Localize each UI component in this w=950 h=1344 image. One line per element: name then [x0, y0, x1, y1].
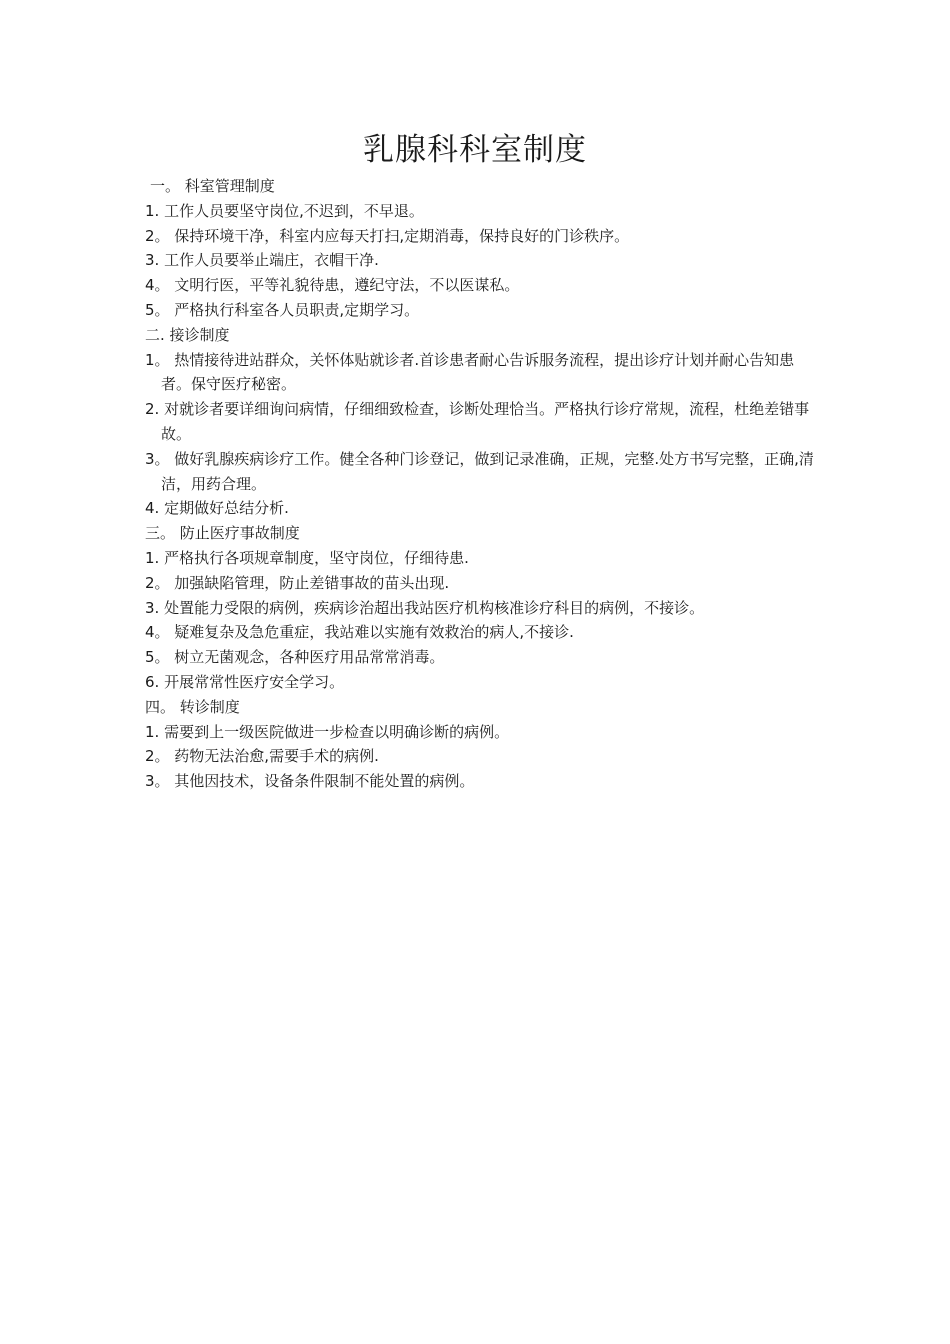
list-item: 5。 树立无菌观念，各种医疗用品常常消毒。	[145, 648, 445, 667]
list-item: 3。 其他因技术，设备条件限制不能处置的病例。	[145, 772, 475, 791]
list-item: 4。 疑难复杂及急危重症，我站难以实施有效救治的病人,不接诊.	[145, 623, 574, 642]
section-heading-management: 一。 科室管理制度	[150, 177, 275, 195]
document-title: 乳腺科科室制度	[363, 132, 587, 168]
list-item: 6. 开展常常性医疗安全学习。	[145, 672, 345, 691]
list-item: 5。 严格执行科室各人员职责,定期学习。	[145, 300, 420, 319]
document-body	[145, 174, 815, 794]
list-item: 1. 工作人员要坚守岗位,不迟到，不早退。	[145, 201, 424, 220]
list-item: 2. 对就诊者要详细询问病情，仔细细致检查，诊断处理恰当。严格执行诊疗常规，流程，杜绝差错事故。	[145, 400, 810, 443]
list-item: 2。 加强缺陷管理，防止差错事故的苗头出现.	[145, 573, 450, 592]
list-item: 3. 处置能力受限的病例，疾病诊治超出我站医疗机构核准诊疗科目的病例，不接诊。	[145, 598, 705, 617]
list-item: 2。 药物无法治愈,需要手术的病例.	[145, 747, 379, 766]
list-item: 4。 文明行医，平等礼貌待患，遵纪守法，不以医谋私。	[145, 276, 520, 295]
list-item: 4. 定期做好总结分析.	[145, 499, 289, 518]
list-item: 1。 热情接待进站群众，关怀体贴就诊者.首诊患者耐心告诉服务流程，提出诊疗计划并耐心告知患者。保守医疗秘密。	[145, 350, 795, 394]
list-item: 3. 工作人员要举止端庄，衣帽干净.	[145, 251, 379, 270]
section-heading-accident-prevention: 三。 防止医疗事故制度	[145, 524, 300, 543]
list-item: 3。 做好乳腺疾病诊疗工作。健全各种门诊登记，做到记录准确，正规，完整.处方书写完整，正确,清洁，用药合理。	[145, 449, 814, 493]
list-item: 1. 严格执行各项规章制度，坚守岗位，仔细待患.	[145, 548, 469, 567]
list-item: 2。 保持环境干净，科室内应每天打扫,定期消毒，保持良好的门诊秩序。	[145, 226, 630, 245]
section-heading-referral: 四。 转诊制度	[145, 697, 240, 716]
section-heading-reception: 二. 接诊制度	[145, 325, 230, 344]
list-item: 1. 需要到上一级医院做进一步检查以明确诊断的病例。	[145, 722, 510, 741]
